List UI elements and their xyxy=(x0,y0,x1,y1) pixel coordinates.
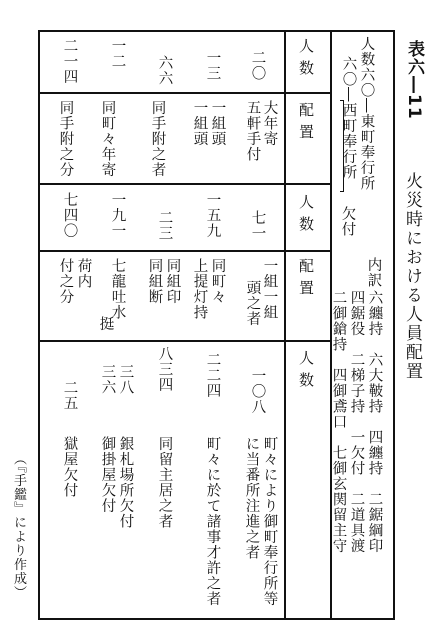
cell-role: 一組頭 xyxy=(209,100,226,147)
cell-role: 同町々年寄 xyxy=(99,100,116,178)
summary-ketsuzuke: 欠付 xyxy=(339,206,356,237)
cell-role: 頭之者 xyxy=(244,280,261,327)
table-border-top xyxy=(38,30,395,32)
cell-role: 一組一組 xyxy=(261,258,278,320)
table-border-bottom xyxy=(38,618,395,620)
row-divider-2 xyxy=(38,183,331,185)
cell-role: 同留主居之者 xyxy=(156,436,173,529)
cell-count: 八三四 xyxy=(156,346,173,393)
cell-count: 二三 xyxy=(156,210,173,241)
cell-count: 二二四 xyxy=(204,352,221,399)
cell-role: 同手附之者 xyxy=(149,100,166,178)
cell-role: 五軒手付 xyxy=(244,100,261,162)
header-count-2: 人数 xyxy=(297,194,315,238)
cell-count: 一〇八 xyxy=(249,368,266,415)
table-border-right xyxy=(393,30,395,620)
cell-role: 町々により御町奉行所等 xyxy=(261,436,278,607)
cell-role: 七龍吐水 xyxy=(109,258,126,320)
header-count-1: 人数 xyxy=(297,38,315,82)
cell-role: 一組頭 xyxy=(191,100,208,147)
table-title: 表六―11 xyxy=(404,40,424,120)
row-divider-3 xyxy=(38,250,331,252)
header-role-1: 配置 xyxy=(297,102,315,146)
cell-role: 付之分 xyxy=(57,258,74,305)
summary-total-east: 人数六〇―東町奉行所 xyxy=(358,36,375,191)
cell-role: 同町々 xyxy=(209,258,226,305)
summary-breakdown-1: 六纏持 六大鞁持 四纏持 二鋸綱印 xyxy=(366,290,383,554)
table-subtitle: 火災時における人員配置 xyxy=(402,172,422,381)
cell-count: 二〇 xyxy=(249,50,266,81)
header-count-3: 人数 xyxy=(297,350,315,394)
cell-count: 七四〇 xyxy=(61,192,78,239)
header-role-2: 配置 xyxy=(297,258,315,302)
row-divider-4 xyxy=(38,340,331,342)
cell-count: 七一 xyxy=(249,210,266,241)
summary-bracket xyxy=(340,100,344,192)
header-divider xyxy=(284,30,286,620)
cell-count: 一五九 xyxy=(204,192,221,239)
cell-role: 同組印 xyxy=(164,258,181,305)
cell-role: 上提灯持 xyxy=(191,258,208,320)
cell-role: 荷内 xyxy=(75,258,92,289)
cell-role: 同手附之分 xyxy=(57,100,74,178)
cell-count: 三六 xyxy=(99,364,116,395)
summary-breakdown-2: 四鋸役 二梯子持 一欠付 二道具渡 xyxy=(348,290,365,554)
cell-count: 二五 xyxy=(61,380,78,411)
source-note: （『手鑑』により作成） xyxy=(11,452,26,600)
cell-count: 一九一 xyxy=(109,192,126,239)
cell-count: 六六 xyxy=(156,55,173,86)
cell-count: 三八 xyxy=(117,364,134,395)
cell-role: 御掛屋欠付 xyxy=(99,436,116,514)
cell-role: に当番所注進之者 xyxy=(243,436,260,560)
cell-role: 大年寄 xyxy=(261,100,278,147)
cell-count: 一三 xyxy=(204,50,221,81)
summary-breakdown-3: 二御鎗持 四御鳶口 七御玄関留主守 xyxy=(330,290,347,554)
summary-uchiwake: 内訳 xyxy=(365,257,382,288)
cell-role: 銀札場所欠付 xyxy=(117,436,134,529)
cell-role: 挺 xyxy=(97,316,114,332)
cell-count: 一二 xyxy=(109,38,126,69)
cell-role: 獄屋欠付 xyxy=(61,436,78,498)
cell-role: 町々に於て諸事才許之者 xyxy=(204,436,221,607)
cell-count: 二一四 xyxy=(61,38,78,85)
summary-total-west: 六〇―西町奉行所 xyxy=(340,56,357,180)
table-border-left xyxy=(38,30,40,620)
cell-role: 同組断 xyxy=(146,258,163,305)
row-divider-1 xyxy=(38,92,331,94)
